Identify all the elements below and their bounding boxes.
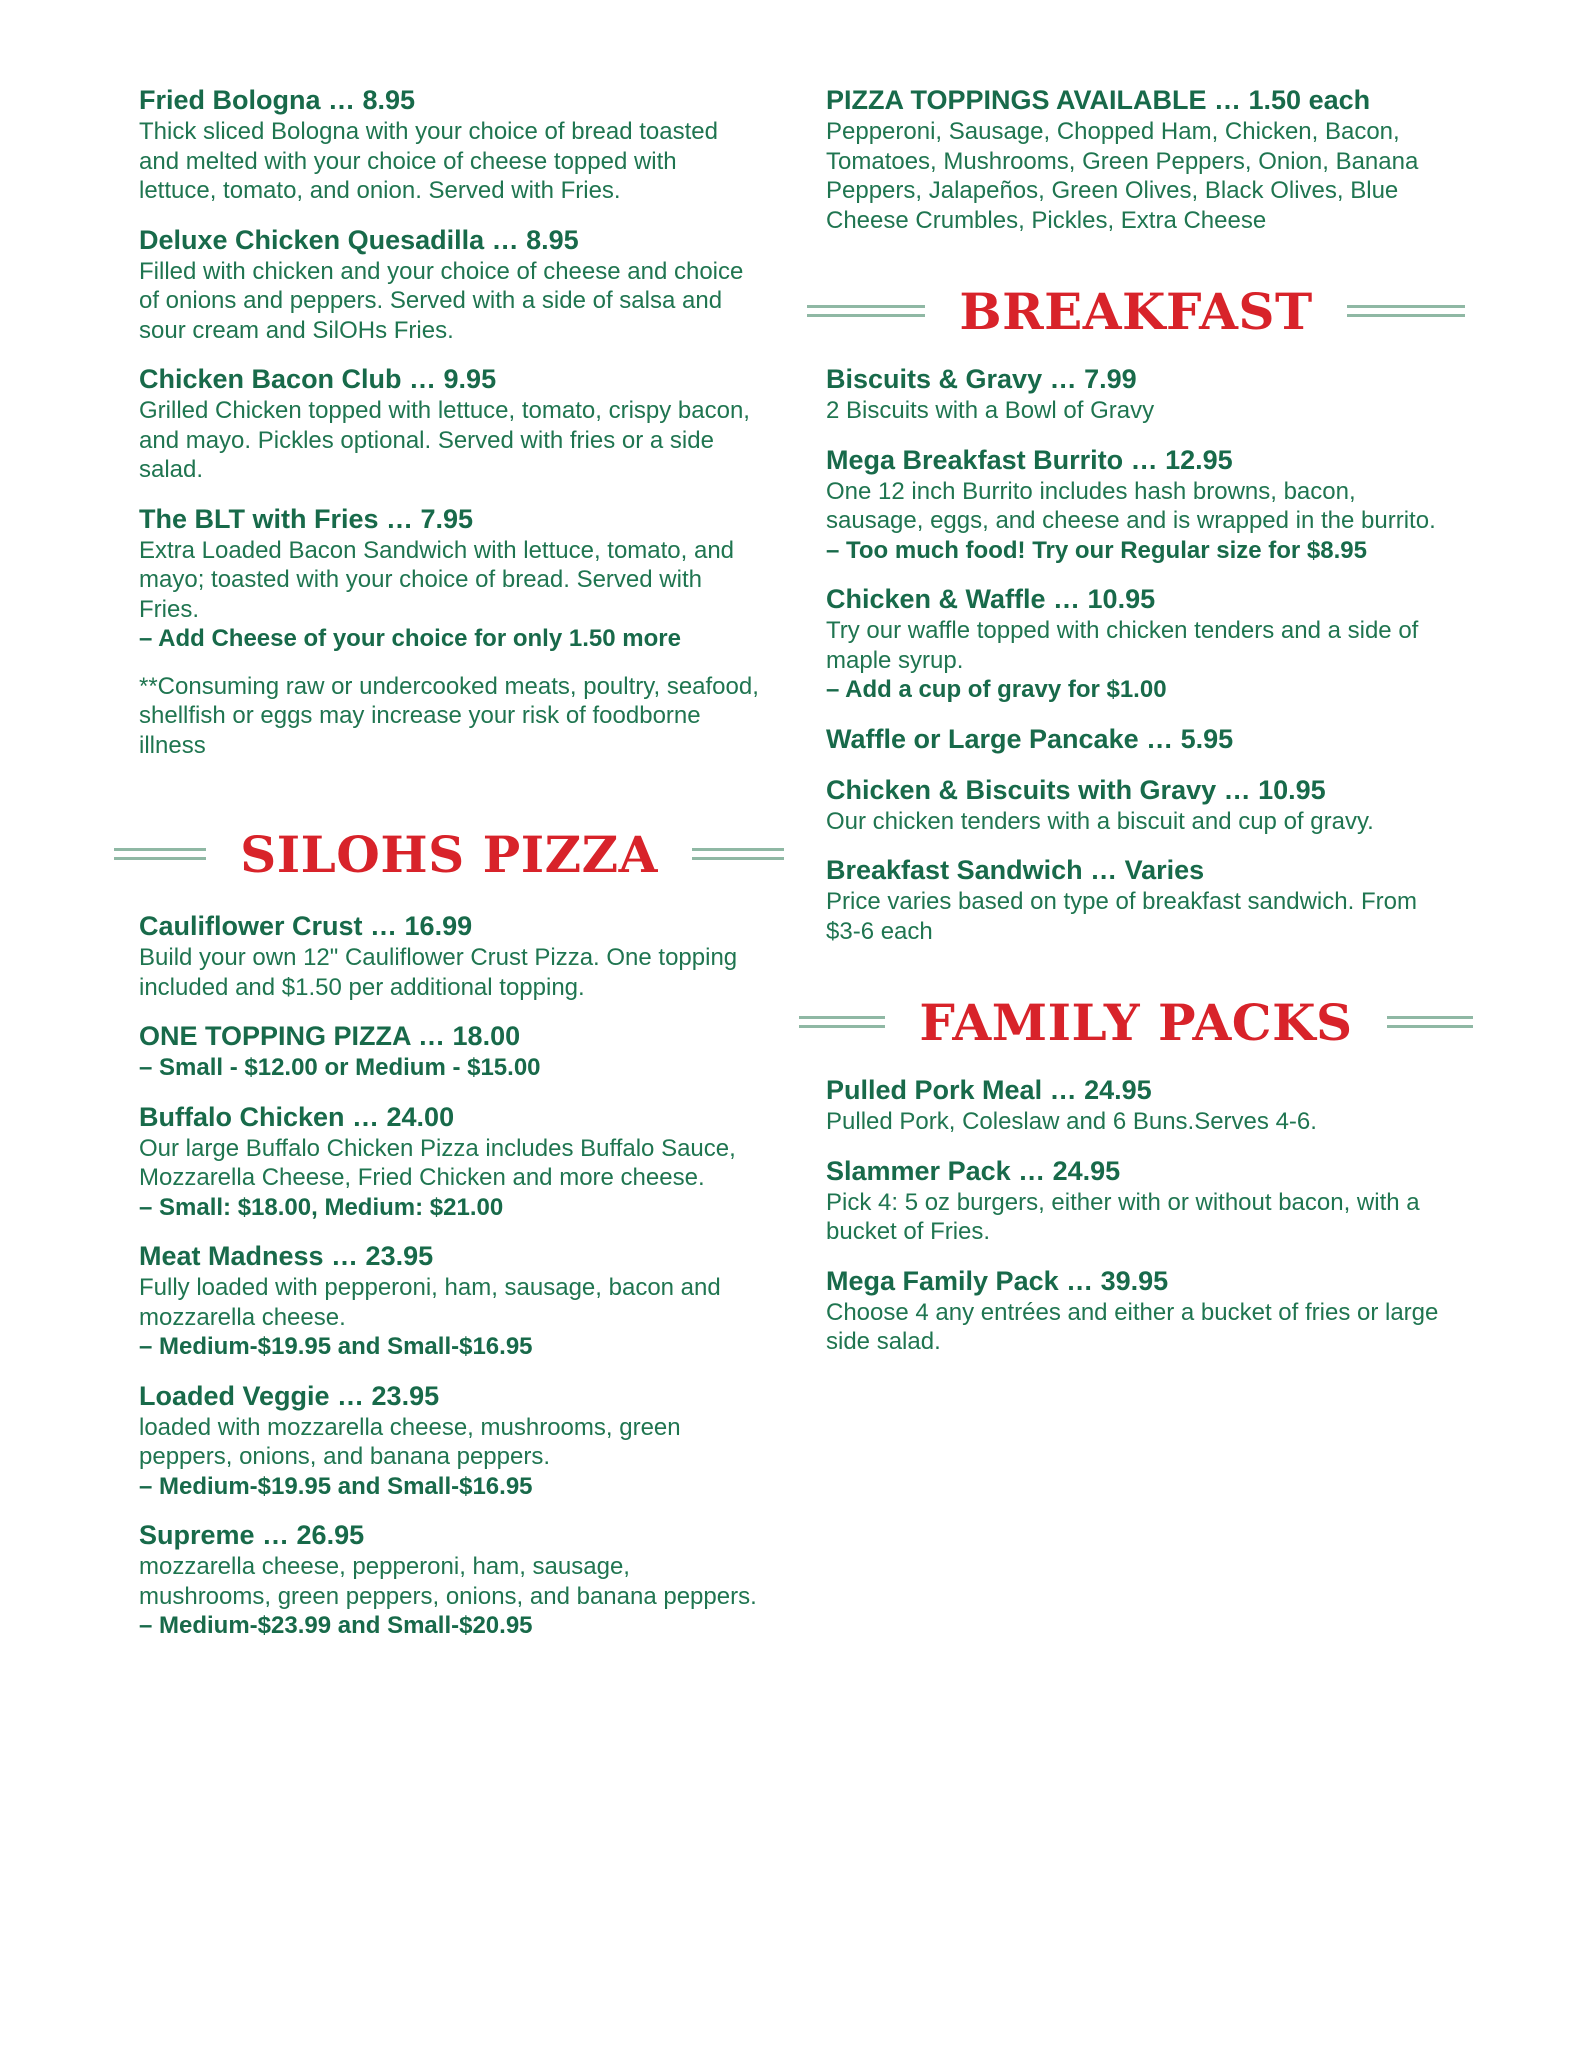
menu-item	[139, 1240, 759, 1362]
item-title: Deluxe Chicken Quesadilla … 8.95	[139, 224, 579, 255]
item-title: Waffle or Large Pancake … 5.95	[826, 723, 1234, 754]
item-description: Our chicken tenders with a biscuit and cup of gravy.	[826, 807, 1374, 835]
item-title: Mega Breakfast Burrito … 12.95	[826, 444, 1233, 475]
item-title: ONE TOPPING PIZZA … 18.00	[139, 1021, 521, 1051]
section-heading-breakfast	[826, 273, 1446, 349]
item-description: One 12 inch Burrito includes hash browns, bacon, sausage, eggs, and cheese and is wrapped in the burrito.	[826, 477, 1436, 534]
item-description: Price varies based on type of breakfast sandwich. From $3-6 each	[826, 888, 1417, 945]
item-note: – Add a cup of gravy for $1.00	[826, 676, 1167, 703]
menu-item	[139, 84, 759, 206]
section-heading-pizza	[139, 816, 759, 892]
item-note: – Medium-$19.95 and Small-$16.95	[139, 1472, 533, 1500]
menu-item	[826, 363, 1446, 426]
left-column	[139, 84, 759, 1659]
item-description: Pulled Pork, Coleslaw and 6 Buns.Serves 4-6.	[826, 1108, 1317, 1135]
item-title: Slammer Pack … 24.95	[826, 1155, 1121, 1186]
menu-item	[826, 444, 1446, 566]
right-column	[826, 84, 1446, 1375]
item-description: Extra Loaded Bacon Sandwich with lettuce, tomato, and mayo; toasted with your choice of bread. Served with Fries.	[139, 536, 735, 623]
item-title: Fried Bologna … 8.95	[139, 85, 416, 115]
item-description: Filled with chicken and your choice of cheese and choice of onions and peppers. Served with a side of salsa and sour cream and SilOHs Fries.	[139, 257, 744, 344]
item-title: Biscuits & Gravy … 7.99	[826, 364, 1137, 394]
item-title: Pulled Pork Meal … 24.95	[826, 1075, 1152, 1105]
item-title: Chicken & Biscuits with Gravy … 10.95	[826, 774, 1326, 805]
item-title: Cauliflower Crust … 16.99	[139, 911, 473, 941]
item-note: – Small: $18.00, Medium: $21.00	[139, 1193, 504, 1221]
item-title: Buffalo Chicken … 24.00	[139, 1101, 455, 1132]
menu-item	[139, 363, 759, 485]
menu-item	[826, 854, 1446, 946]
item-title: Loaded Veggie … 23.95	[139, 1380, 440, 1411]
food-safety-disclaimer: **Consuming raw or undercooked meats, poultry, seafood, shellfish or eggs may increase your risk of foodborne illness	[139, 672, 759, 759]
menu-item	[826, 723, 1446, 756]
section-title: SILOHS PIZZA	[240, 824, 658, 884]
item-title: PIZZA TOPPINGS AVAILABLE … 1.50 each	[826, 85, 1371, 115]
item-description: Fully loaded with pepperoni, ham, sausage, bacon and mozzarella cheese.	[139, 1274, 721, 1331]
item-description: loaded with mozzarella cheese, mushrooms, green peppers, onions, and banana peppers.	[139, 1413, 681, 1470]
decorative-rule	[1347, 305, 1465, 317]
item-note: – Small - $12.00 or Medium - $15.00	[139, 1054, 541, 1081]
menu-item	[139, 503, 759, 654]
item-description: Try our waffle topped with chicken tenders and a side of maple syrup.	[826, 617, 1419, 674]
item-title: Chicken & Waffle … 10.95	[826, 584, 1156, 614]
item-description: Pepperoni, Sausage, Chopped Ham, Chicken, Bacon, Tomatoes, Mushrooms, Green Peppers, Onion, Banana Peppers, Jalapeños, Green Olives, Black Olives, Blue Cheese Crumbles, Pickles, Extra Cheese	[826, 118, 1419, 234]
item-note: – Add Cheese of your choice for only 1.50 more	[139, 625, 681, 652]
item-description: Our large Buffalo Chicken Pizza includes Buffalo Sauce, Mozzarella Cheese, Fried Chicken and more cheese.	[139, 1134, 736, 1191]
section-heading-family-packs	[826, 984, 1446, 1060]
decorative-rule	[1387, 1016, 1473, 1028]
item-title: Chicken Bacon Club … 9.95	[139, 364, 497, 394]
menu-item	[139, 910, 759, 1002]
item-description: 2 Biscuits with a Bowl of Gravy	[826, 397, 1155, 424]
menu-item	[139, 1020, 759, 1083]
item-description: Thick sliced Bologna with your choice of bread toasted and melted with your choice of cheese topped with lettuce, tomato, and onion. Served with Fries.	[139, 118, 718, 204]
item-title: Supreme … 26.95	[139, 1520, 365, 1550]
item-title: Mega Family Pack … 39.95	[826, 1265, 1169, 1296]
decorative-rule	[807, 305, 925, 317]
menu-item	[826, 583, 1446, 705]
item-description: Grilled Chicken topped with lettuce, tomato, crispy bacon, and mayo. Pickles optional. Served with fries or a side salad.	[139, 397, 750, 483]
item-description: Build your own 12" Cauliflower Crust Pizza. One topping included and $1.50 per additional topping.	[139, 944, 738, 1001]
decorative-rule	[692, 848, 784, 860]
section-title: FAMILY PACKS	[919, 992, 1353, 1052]
decorative-rule	[114, 848, 206, 860]
section-title: BREAKFAST	[959, 281, 1313, 341]
item-title: The BLT with Fries … 7.95	[139, 503, 474, 534]
item-description: Choose 4 any entrées and either a bucket of fries or large side salad.	[826, 1298, 1439, 1355]
item-description: mozzarella cheese, pepperoni, ham, sausage, mushrooms, green peppers, onions, and banana peppers.	[139, 1553, 757, 1610]
decorative-rule	[799, 1016, 885, 1028]
menu-item	[139, 1380, 759, 1502]
item-note: – Medium-$19.95 and Small-$16.95	[139, 1333, 533, 1360]
menu-item	[826, 84, 1446, 235]
menu-item	[139, 1519, 759, 1641]
menu-item	[826, 1155, 1446, 1247]
item-title: Meat Madness … 23.95	[139, 1241, 434, 1271]
menu-item	[826, 1265, 1446, 1357]
menu-item	[826, 1074, 1446, 1137]
item-description: Pick 4: 5 oz burgers, either with or without bacon, with a bucket of Fries.	[826, 1188, 1420, 1245]
item-title: Breakfast Sandwich … Varies	[826, 855, 1205, 885]
item-note: – Medium-$23.99 and Small-$20.95	[139, 1612, 533, 1639]
item-note: – Too much food! Try our Regular size for $8.95	[826, 536, 1367, 564]
menu-item	[139, 224, 759, 346]
menu-item	[826, 774, 1446, 837]
menu-item	[139, 1101, 759, 1223]
